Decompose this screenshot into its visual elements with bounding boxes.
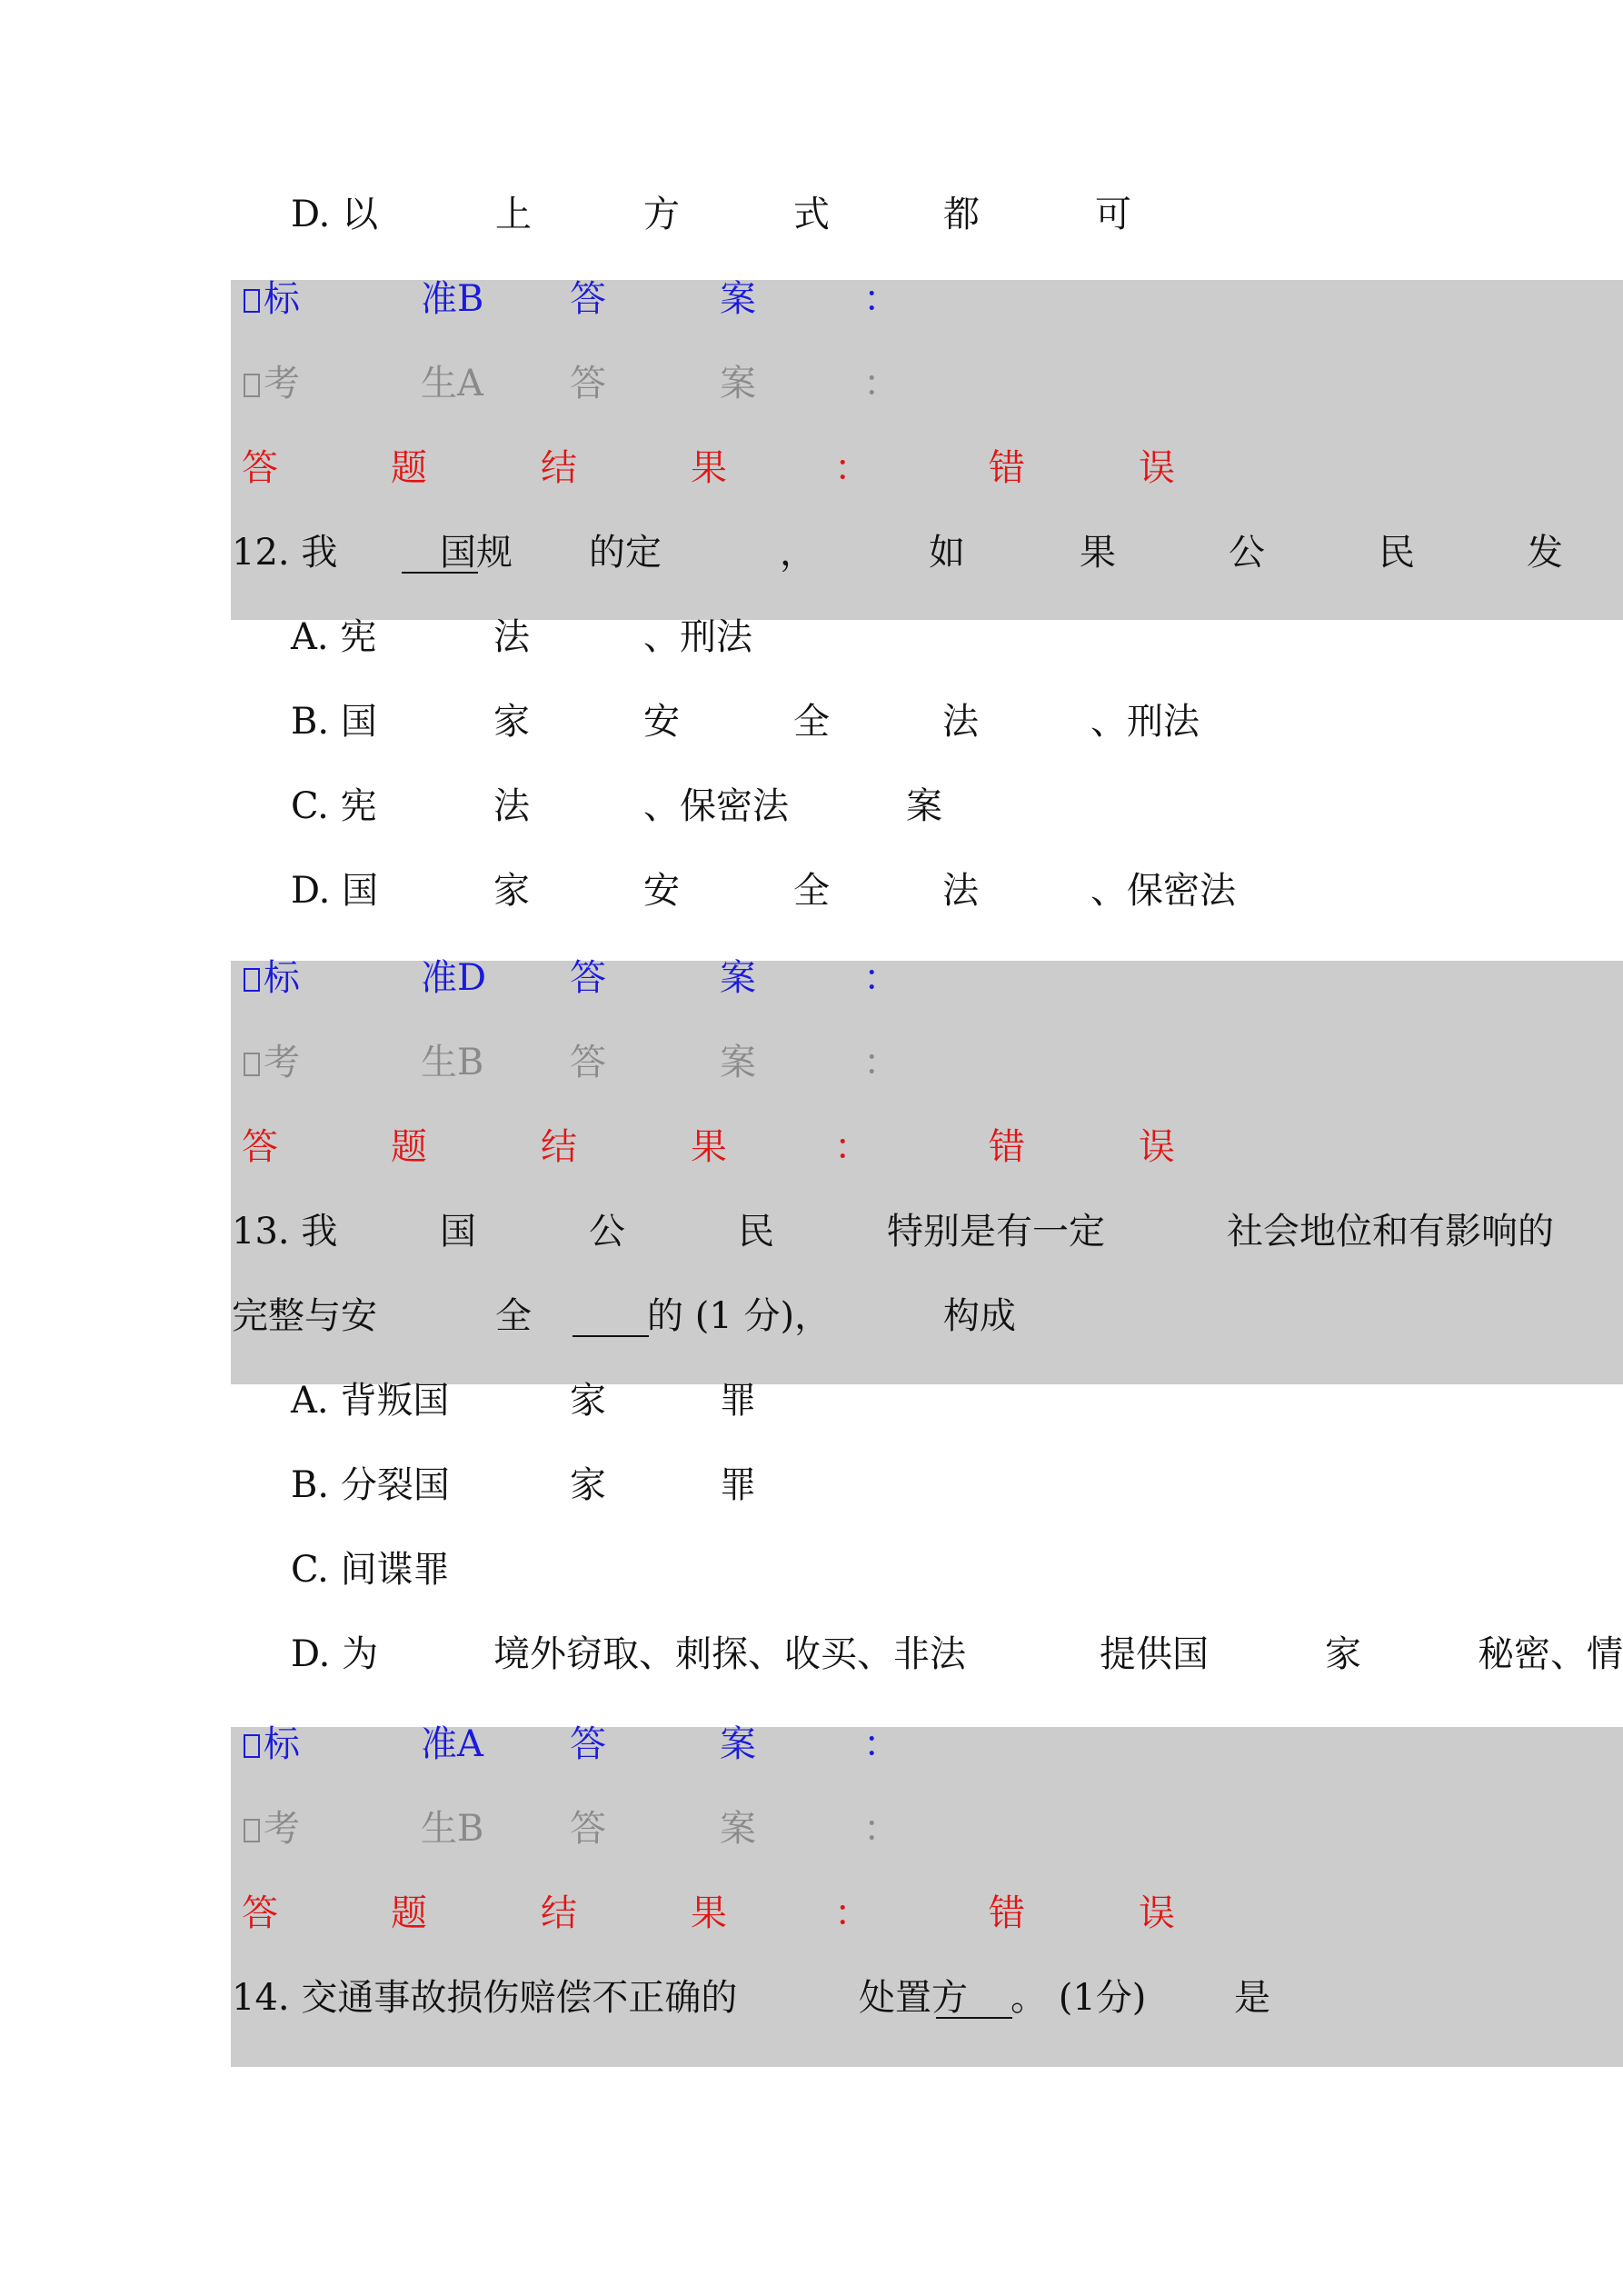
text: 安 (643, 870, 680, 912)
text (244, 1722, 300, 1766)
text: 果 (691, 1126, 727, 1168)
standard-answer-q12 (0, 956, 1623, 1000)
text: ， (780, 532, 816, 574)
text: ： (863, 957, 900, 999)
student-answer-q12 (0, 1041, 1623, 1084)
text: 全 (793, 870, 830, 912)
text: 是 (1234, 1977, 1270, 2019)
text (244, 956, 300, 1000)
text: 误 (1139, 447, 1175, 489)
text: 、保密法 (643, 785, 789, 827)
q11-option-d (0, 193, 1623, 236)
text: 题 (391, 1892, 427, 1934)
text: 题 (391, 1126, 427, 1168)
text: 罪 (720, 1464, 756, 1506)
text: ： (863, 1723, 900, 1765)
text: 考 (264, 1808, 300, 1850)
text: 答 (242, 1892, 278, 1934)
text: D. 以 (291, 194, 379, 235)
text: ： (834, 1126, 871, 1168)
text: 民 (1379, 532, 1415, 574)
text: ： (834, 447, 871, 489)
text: 国规 (440, 532, 513, 574)
text: 案 (720, 957, 756, 999)
text: 结 (541, 447, 577, 489)
text: 家 (570, 1380, 606, 1422)
text: 13. 我 (232, 1211, 338, 1253)
text: 答 (570, 278, 606, 320)
text: 提供国 (1100, 1633, 1209, 1675)
text: 如 (929, 532, 965, 574)
text: C. 间谍罪 (291, 1549, 450, 1591)
text: 案 (906, 785, 942, 827)
text: 境外窃取、刺探、收买、非法 (493, 1633, 966, 1675)
text: 错 (989, 447, 1025, 489)
text: 答 (570, 957, 606, 999)
text (244, 1807, 300, 1851)
text: 的 (1 分)， (647, 1295, 831, 1337)
text: 标 (264, 957, 300, 999)
text: 果 (691, 447, 727, 489)
text: A. 宪 (291, 616, 377, 658)
text: 家 (570, 1464, 606, 1506)
student-answer-q13 (0, 1807, 1623, 1851)
text: 答 (242, 1126, 278, 1168)
text: 答 (242, 447, 278, 489)
question-14-stem (0, 1976, 1623, 2020)
text: 民 (738, 1211, 774, 1253)
result-q11 (0, 446, 1623, 490)
text: 法 (942, 701, 979, 743)
fill-blank (573, 1335, 649, 1337)
text: 案 (720, 1808, 756, 1850)
text: 标 (264, 1723, 300, 1765)
text: 案 (720, 1723, 756, 1765)
question-13-stem-line2 (0, 1294, 1623, 1338)
text: ： (863, 1042, 900, 1083)
text: 的定 (589, 532, 662, 574)
text: B. 国 (291, 701, 377, 743)
text: 都 (943, 194, 980, 235)
text: 标 (264, 278, 300, 320)
text: 答 (570, 363, 606, 404)
text: ： (863, 1808, 900, 1850)
question-12-stem (0, 531, 1623, 574)
text: 方 (643, 194, 680, 235)
checkbox-icon (244, 1734, 260, 1758)
q13-option-a (0, 1379, 1623, 1423)
text: 答 (570, 1042, 606, 1083)
checkbox-icon (244, 1819, 260, 1842)
text: 上 (495, 194, 532, 235)
text: 、刑法 (643, 616, 752, 658)
text: 安 (643, 701, 680, 743)
text: 误 (1139, 1892, 1175, 1934)
text: 案 (720, 278, 756, 320)
text (244, 277, 300, 321)
text: 果 (691, 1892, 727, 1934)
text: 法 (493, 616, 530, 658)
text: 社会地位和有影响的 (1227, 1211, 1554, 1253)
text: 结 (541, 1892, 577, 1934)
text: 题 (391, 447, 427, 489)
q12-option-c (0, 784, 1623, 828)
text: ： (863, 363, 900, 404)
text: 准A (421, 1723, 483, 1765)
text: 12. 我 (232, 532, 338, 574)
text: 秘密、情 (1478, 1633, 1623, 1675)
result-q12 (0, 1125, 1623, 1169)
standard-answer-q11 (0, 277, 1623, 321)
text: A. 背叛国 (291, 1380, 450, 1422)
text: ： (834, 1892, 871, 1934)
text: 全 (495, 1295, 532, 1337)
text: 发 (1527, 532, 1563, 574)
text: 处置方 (859, 1977, 968, 2019)
checkbox-icon (244, 1053, 260, 1076)
text: ： (863, 278, 900, 320)
text: 、刑法 (1090, 701, 1200, 743)
text: 、保密法 (1090, 870, 1236, 912)
text: 答 (570, 1808, 606, 1850)
text: 特别是有一定 (887, 1211, 1105, 1253)
question-13-stem-line1 (0, 1210, 1623, 1253)
text: 误 (1139, 1126, 1175, 1168)
text: 公 (1229, 532, 1265, 574)
text: 生B (421, 1808, 484, 1850)
text: 全 (793, 701, 830, 743)
text: B. 分裂国 (291, 1464, 450, 1506)
text: 构成 (943, 1295, 1016, 1337)
text: 案 (720, 1042, 756, 1083)
student-answer-q11 (0, 362, 1623, 405)
text: 准D (421, 957, 487, 999)
text: 家 (1325, 1633, 1361, 1675)
text: 式 (793, 194, 830, 235)
q12-option-b (0, 700, 1623, 744)
text: D. 为 (291, 1633, 379, 1675)
q13-option-b (0, 1463, 1623, 1507)
text: 14. 交通事故损伤赔偿不正确的 (232, 1977, 738, 2019)
text: C. 宪 (291, 785, 377, 827)
text: 考 (264, 363, 300, 404)
text: 公 (589, 1211, 625, 1253)
standard-answer-q13 (0, 1722, 1623, 1766)
checkbox-icon (244, 289, 260, 313)
text: 。 (1分) (1011, 1977, 1147, 2019)
q13-option-c (0, 1548, 1623, 1592)
text: 结 (541, 1126, 577, 1168)
q13-option-d (0, 1632, 1623, 1676)
text: 完整与安 (232, 1295, 377, 1337)
text: 生A (421, 363, 483, 404)
text: 家 (493, 701, 530, 743)
text: 家 (493, 870, 530, 912)
checkbox-icon (244, 968, 260, 992)
checkbox-icon (244, 374, 260, 397)
q12-option-a (0, 615, 1623, 659)
text: 国 (440, 1211, 476, 1253)
text (244, 1041, 300, 1084)
text: 罪 (720, 1380, 756, 1422)
text: 可 (1095, 194, 1131, 235)
text: 准B (421, 278, 484, 320)
text: 果 (1080, 532, 1116, 574)
text: 法 (942, 870, 979, 912)
fill-blank (936, 2017, 1012, 2019)
text (244, 362, 300, 405)
text: D. 国 (291, 870, 379, 912)
text: 错 (989, 1126, 1025, 1168)
text: 答 (570, 1723, 606, 1765)
text: 考 (264, 1042, 300, 1083)
text: 案 (720, 363, 756, 404)
text: 法 (493, 785, 530, 827)
result-q13 (0, 1892, 1623, 1935)
text: 错 (989, 1892, 1025, 1934)
q12-option-d (0, 869, 1623, 913)
text: 生B (421, 1042, 484, 1083)
